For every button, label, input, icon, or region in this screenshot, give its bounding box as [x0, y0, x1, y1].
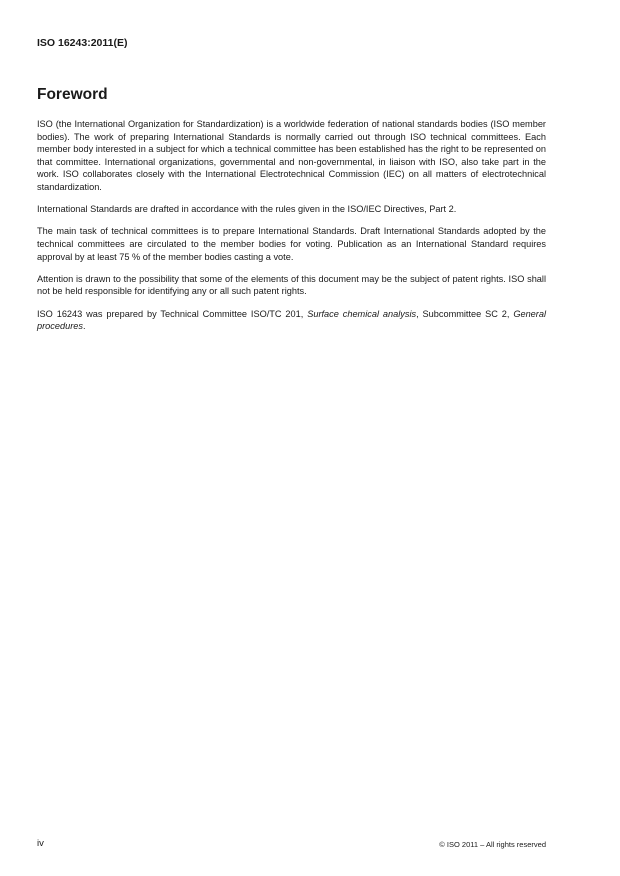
- preparation-text-3: .: [82, 321, 86, 332]
- paragraph-preparation: [37, 308, 546, 333]
- document-id-header: ISO 16243:2011(E): [37, 37, 128, 49]
- paragraph-committee-task: The main task of technical committees is to prepare International Standards. Draft International Standards adopted by the technical committees are circulated to the member bodies for voting. Publication as an International Standard requires approval by at least 75 % of the member bodies casting a vote.: [37, 226, 546, 262]
- page-number: iv: [37, 838, 44, 849]
- paragraph-iso-description: ISO (the International Organization for Standardization) is a worldwide federation of national standards bodies (ISO member bodies). The work of preparing International Standards is normally carried out through ISO technical committees. Each member body interested in a subject for which a technical committee has been established has the right to be represented on that committee. International organizations, governmental and non-governmental, in liaison with ISO, also take part in the work. ISO collaborates closely with the International Electrotechnical Commission (IEC) on all matters of electrotechnical standardization.: [37, 119, 546, 192]
- paragraph-drafting-rules: International Standards are drafted in accordance with the rules given in the ISO/IEC Directives, Part 2.: [37, 204, 457, 215]
- copyright-notice: © ISO 2011 – All rights reserved: [439, 840, 546, 849]
- preparation-text-2: , Subcommittee SC 2,: [416, 308, 514, 319]
- preparation-text-1: ISO 16243 was prepared by Technical Committee ISO/TC 201,: [37, 308, 308, 319]
- subcommittee-name: General procedures: [37, 308, 546, 332]
- foreword-body: [37, 118, 546, 342]
- committee-name: Surface chemical analysis: [307, 308, 417, 319]
- paragraph-patent-notice: Attention is drawn to the possibility that some of the elements of this document may be the subject of patent rights. ISO shall not be held responsible for identifying any or all such patent rights.: [37, 273, 546, 297]
- page-title: Foreword: [37, 86, 108, 103]
